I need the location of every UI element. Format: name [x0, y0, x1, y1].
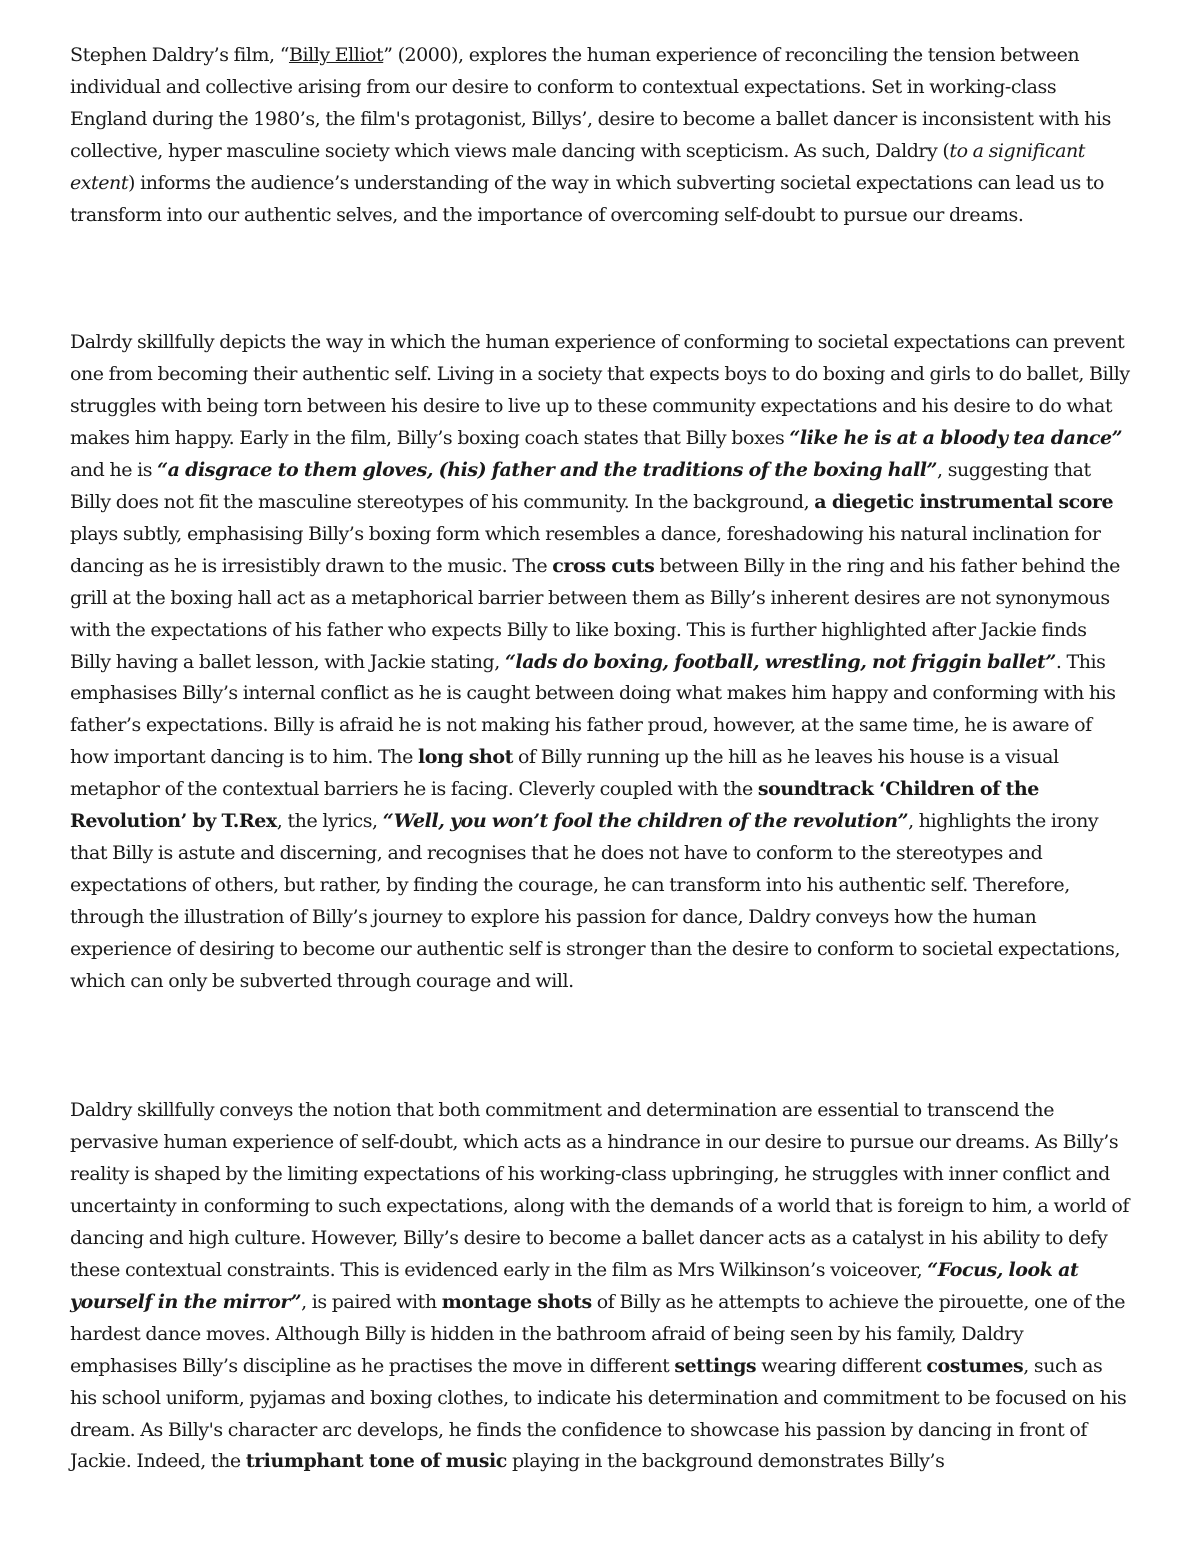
- film-technique: soundtrack ‘Children of the Revolution’ by T.Rex: [70, 778, 1039, 833]
- paragraph-spacer: [70, 231, 1132, 327]
- film-quote: “Focus, look at yourself in the mirror”: [70, 1259, 1079, 1313]
- text-run: plays subtly, emphasising Billy’s boxing form which resembles a dance, foreshadowing his natural inclination for dancing as he is irresistibly drawn to the music. The: [70, 522, 1101, 577]
- text-run: . This emphasises Billy’s internal conflict as he is caught between doing what makes him happy and conforming with his father’s expectations. Billy is afraid he is not making his father proud, however, at the same time, he is aware of how important dancing is to him. The: [70, 650, 1116, 769]
- text-run: playing in the background demonstrates Billy’s: [506, 1450, 945, 1473]
- text-run: Stephen Daldry’s film, “: [70, 44, 289, 66]
- film-quote: “Well, you won’t fool the children of the revolution”: [382, 810, 909, 833]
- film-quote: “like he is at a bloody tea dance”: [789, 427, 1123, 450]
- paragraph-body-2: [70, 1095, 1132, 1478]
- italic-emphasis: to a significant extent: [70, 139, 1085, 194]
- film-quote: “a disgrace to them gloves, (his) father and the traditions of the boxing hall”: [157, 459, 938, 482]
- text-run: of Billy as he attempts to achieve the pirouette, one of the hardest dance moves. Although Billy is hidden in the bathroom afraid of being seen by his family, Daldry emphasises Billy’s discipline as he practises the move in different: [70, 1290, 1126, 1377]
- film-technique: long shot: [417, 746, 513, 769]
- film-technique: triumphant tone of music: [245, 1450, 507, 1473]
- film-technique: cross cuts: [552, 554, 655, 577]
- text-run: Daldry skillfully conveys the notion that both commitment and determination are essential to transcend the pervasive human experience of self-doubt, which acts as a hindrance in our desire to pursue our dreams. As Billy’s reality is shaped by the limiting expectations of his working-class upbringing, he struggles with inner conflict and uncertainty in conforming to such expectations, along with the demands of a world that is foreign to him, a world of dancing and high culture. However, Billy’s desire to become a ballet dancer acts as a catalyst in his ability to defy these contextual constraints. This is evidenced early in the film as Mrs Wilkinson’s voiceover,: [70, 1099, 1129, 1281]
- film-title-link[interactable]: Billy Elliot: [288, 44, 384, 66]
- text-run: , the lyrics,: [276, 810, 383, 833]
- paragraph-spacer: [70, 997, 1132, 1095]
- film-technique: a diegetic instrumental score: [814, 490, 1114, 513]
- text-run: , is paired with: [301, 1290, 442, 1313]
- text-run: , such as his school uniform, pyjamas and boxing clothes, to indicate his determination and commitment to be focused on his dream. As Billy's character arc develops, he finds the confidence to showcase his passion by dancing in front of Jackie. Indeed, the: [70, 1354, 1127, 1473]
- text-run: of Billy running up the hill as he leaves his house is a visual metaphor of the contextual barriers he is facing. Cleverly coupled with the: [70, 746, 1059, 801]
- text-run: ” (2000), explores the human experience of reconciling the tension between individual and collective arising from our desire to conform to contextual expectations. Set in working-class England during the 1980’s, the film's protagonist, Billys’, desire to become a ballet dancer is inconsistent with his collective, hyper masculine society which views male dancing with scepticism. As such, Daldry (: [70, 44, 1111, 162]
- text-run: , highlights the irony that Billy is astute and discerning, and recognises that he does not have to conform to the stereotypes and expectations of others, but rather, by finding the courage, he can transform into his authentic self. Therefore, through the illustration of Billy’s journey to explore his passion for dance, Daldry conveys how the human experience of desiring to become our authentic self is stronger than the desire to conform to societal expectations, which can only be subverted through courage and will.: [70, 810, 1121, 992]
- film-technique: montage shots: [441, 1290, 592, 1313]
- text-run: ) informs the audience’s understanding of the way in which subverting societal expectations can lead us to transform into our authentic selves, and the importance of overcoming self-doubt to pursue our dreams.: [70, 171, 1105, 226]
- text-run: Dalrdy skillfully depicts the way in which the human experience of conforming to societal expectations can prevent one from becoming their authentic self. Living in a society that expects boys to do boxing and girls to do ballet, Billy struggles with being torn between his desire to live up to these community expectations and his desire to do what makes him happy. Early in the film, Billy’s boxing coach states that Billy boxes: [70, 331, 1130, 450]
- film-quote: “lads do boxing, football, wrestling, not friggin ballet”: [504, 650, 1056, 673]
- text-run: and he is: [70, 459, 158, 482]
- document-page: [70, 40, 1132, 1478]
- paragraph-body-1: [70, 327, 1132, 997]
- text-run: wearing different: [756, 1354, 927, 1377]
- film-technique: settings: [674, 1354, 757, 1377]
- text-run: , suggesting that Billy does not fit the masculine stereotypes of his community. In the background,: [70, 459, 1091, 513]
- text-run: between Billy in the ring and his father behind the grill at the boxing hall act as a metaphorical barrier between them as Billy’s inherent desires are not synonymous with the expectations of his father who expects Billy to like boxing. This is further highlighted after Jackie finds Billy having a ballet lesson, with Jackie stating,: [70, 554, 1120, 673]
- paragraph-introduction: [70, 40, 1132, 231]
- film-technique: costumes: [926, 1354, 1024, 1377]
